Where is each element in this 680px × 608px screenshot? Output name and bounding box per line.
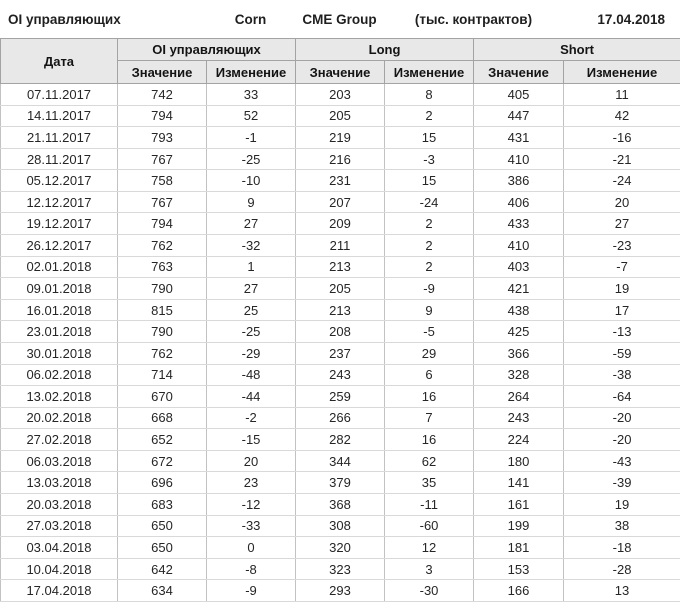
oi-change-cell: -15 [207,429,296,451]
date-cell: 21.11.2017 [1,127,118,149]
long-change-cell: 2 [385,256,474,278]
short-value-cell: 410 [474,235,564,257]
date-cell: 23.01.2018 [1,321,118,343]
long-change-cell: 15 [385,170,474,192]
oi-change-cell: -32 [207,235,296,257]
short-change-cell: -28 [564,558,680,580]
oi-value-cell: 790 [118,321,207,343]
table-row [1,580,680,602]
long-change-cell: 62 [385,450,474,472]
long-change-cell: 2 [385,105,474,127]
table-row [1,148,680,170]
date-cell: 30.01.2018 [1,342,118,364]
long-change-cell: 7 [385,407,474,429]
oi-change-cell: -9 [207,580,296,602]
short-change-cell: -13 [564,321,680,343]
oi-value-cell: 762 [118,342,207,364]
oi-change-cell: -12 [207,493,296,515]
table-row [1,213,680,235]
oi-value-cell: 762 [118,235,207,257]
long-change-cell: -5 [385,321,474,343]
date-cell: 13.03.2018 [1,472,118,494]
oi-change-cell: 27 [207,278,296,300]
column-header-long-value: Значение [296,61,385,84]
column-group-oi: OI управляющих [118,39,296,61]
short-value-cell: 181 [474,537,564,559]
oi-change-cell: -1 [207,127,296,149]
long-value-cell: 266 [296,407,385,429]
long-value-cell: 323 [296,558,385,580]
date-cell: 07.11.2017 [1,84,118,106]
table-row [1,84,680,106]
short-value-cell: 328 [474,364,564,386]
long-value-cell: 379 [296,472,385,494]
short-change-cell: -43 [564,450,680,472]
short-value-cell: 386 [474,170,564,192]
table-row [1,558,680,580]
short-change-cell: -20 [564,429,680,451]
short-change-cell: 27 [564,213,680,235]
short-change-cell: 38 [564,515,680,537]
short-change-cell: 19 [564,493,680,515]
long-change-cell: -3 [385,148,474,170]
oi-change-cell: 33 [207,84,296,106]
oi-value-cell: 794 [118,105,207,127]
column-header-long-change: Изменение [385,61,474,84]
oi-value-cell: 634 [118,580,207,602]
short-change-cell: -24 [564,170,680,192]
table-row [1,450,680,472]
oi-change-cell: -48 [207,364,296,386]
oi-value-cell: 790 [118,278,207,300]
oi-value-cell: 650 [118,537,207,559]
short-change-cell: -16 [564,127,680,149]
long-change-cell: 12 [385,537,474,559]
short-value-cell: 141 [474,472,564,494]
long-change-cell: 29 [385,342,474,364]
instrument-name: Corn [234,11,267,27]
header-group-row [1,39,680,61]
long-value-cell: 368 [296,493,385,515]
oi-value-cell: 758 [118,170,207,192]
long-change-cell: 6 [385,364,474,386]
oi-value-cell: 767 [118,148,207,170]
date-cell: 06.03.2018 [1,450,118,472]
short-change-cell: -38 [564,364,680,386]
oi-value-cell: 650 [118,515,207,537]
units-label: (тыс. контрактов) [414,11,533,27]
long-value-cell: 282 [296,429,385,451]
date-cell: 09.01.2018 [1,278,118,300]
long-value-cell: 320 [296,537,385,559]
short-value-cell: 224 [474,429,564,451]
short-change-cell: 17 [564,299,680,321]
long-value-cell: 293 [296,580,385,602]
oi-change-cell: -2 [207,407,296,429]
column-group-short: Short [474,39,680,61]
oi-change-cell: 20 [207,450,296,472]
short-value-cell: 153 [474,558,564,580]
table-row [1,278,680,300]
date-cell: 03.04.2018 [1,537,118,559]
column-header-oi-change: Изменение [207,61,296,84]
oi-change-cell: 1 [207,256,296,278]
long-value-cell: 213 [296,299,385,321]
long-change-cell: -60 [385,515,474,537]
date-cell: 26.12.2017 [1,235,118,257]
short-value-cell: 180 [474,450,564,472]
long-value-cell: 213 [296,256,385,278]
long-change-cell: 3 [385,558,474,580]
table-body [1,84,680,602]
short-change-cell: -7 [564,256,680,278]
table-row [1,299,680,321]
column-header-date: Дата [1,39,118,84]
oi-value-cell: 793 [118,127,207,149]
long-change-cell: 2 [385,213,474,235]
table-row [1,256,680,278]
short-value-cell: 405 [474,84,564,106]
long-value-cell: 207 [296,191,385,213]
table-row [1,537,680,559]
long-value-cell: 231 [296,170,385,192]
oi-change-cell: -25 [207,148,296,170]
column-group-long: Long [296,39,474,61]
long-change-cell: -11 [385,493,474,515]
column-header-short-value: Значение [474,61,564,84]
short-value-cell: 199 [474,515,564,537]
date-cell: 16.01.2018 [1,299,118,321]
long-value-cell: 216 [296,148,385,170]
date-cell: 02.01.2018 [1,256,118,278]
oi-value-cell: 670 [118,386,207,408]
oi-value-cell: 668 [118,407,207,429]
short-change-cell: 11 [564,84,680,106]
title-bar [0,0,680,38]
date-cell: 20.02.2018 [1,407,118,429]
short-value-cell: 421 [474,278,564,300]
column-header-short-change: Изменение [564,61,680,84]
date-cell: 14.11.2017 [1,105,118,127]
short-value-cell: 433 [474,213,564,235]
table-row [1,515,680,537]
oi-value-cell: 642 [118,558,207,580]
short-change-cell: -21 [564,148,680,170]
oi-change-cell: -33 [207,515,296,537]
long-change-cell: 8 [385,84,474,106]
oi-change-cell: 0 [207,537,296,559]
short-value-cell: 366 [474,342,564,364]
long-change-cell: 16 [385,429,474,451]
oi-change-cell: 9 [207,191,296,213]
oi-value-cell: 672 [118,450,207,472]
long-value-cell: 209 [296,213,385,235]
long-value-cell: 259 [296,386,385,408]
table-header [1,39,680,84]
long-value-cell: 205 [296,278,385,300]
table-row [1,342,680,364]
short-value-cell: 425 [474,321,564,343]
table-row [1,407,680,429]
table-row [1,191,680,213]
date-cell: 12.12.2017 [1,191,118,213]
date-cell: 20.03.2018 [1,493,118,515]
table-row [1,472,680,494]
exchange-name: CME Group [302,11,377,27]
long-value-cell: 308 [296,515,385,537]
short-value-cell: 410 [474,148,564,170]
table-row [1,493,680,515]
short-change-cell: -20 [564,407,680,429]
oi-value-cell: 767 [118,191,207,213]
cot-table [0,38,680,602]
report-date: 17.04.2018 [597,11,665,27]
short-change-cell: -18 [564,537,680,559]
oi-value-cell: 696 [118,472,207,494]
long-change-cell: -9 [385,278,474,300]
oi-change-cell: -44 [207,386,296,408]
long-value-cell: 219 [296,127,385,149]
long-value-cell: 203 [296,84,385,106]
long-value-cell: 208 [296,321,385,343]
oi-change-cell: -10 [207,170,296,192]
table-row [1,170,680,192]
table-row [1,386,680,408]
short-value-cell: 243 [474,407,564,429]
long-change-cell: 35 [385,472,474,494]
oi-change-cell: -25 [207,321,296,343]
short-change-cell: 20 [564,191,680,213]
oi-change-cell: 25 [207,299,296,321]
oi-value-cell: 714 [118,364,207,386]
long-value-cell: 205 [296,105,385,127]
date-cell: 17.04.2018 [1,580,118,602]
short-value-cell: 447 [474,105,564,127]
table-row [1,235,680,257]
column-header-oi-value: Значение [118,61,207,84]
oi-value-cell: 794 [118,213,207,235]
long-value-cell: 243 [296,364,385,386]
long-change-cell: 16 [385,386,474,408]
oi-value-cell: 763 [118,256,207,278]
long-change-cell: -30 [385,580,474,602]
date-cell: 19.12.2017 [1,213,118,235]
oi-value-cell: 652 [118,429,207,451]
oi-change-cell: -8 [207,558,296,580]
date-cell: 10.04.2018 [1,558,118,580]
date-cell: 13.02.2018 [1,386,118,408]
short-change-cell: 19 [564,278,680,300]
oi-change-cell: 52 [207,105,296,127]
report-title: OI управляющих [8,11,121,27]
date-cell: 27.02.2018 [1,429,118,451]
table-row [1,105,680,127]
short-change-cell: -39 [564,472,680,494]
short-change-cell: -64 [564,386,680,408]
date-cell: 06.02.2018 [1,364,118,386]
long-change-cell: -24 [385,191,474,213]
long-change-cell: 15 [385,127,474,149]
oi-value-cell: 742 [118,84,207,106]
table-row [1,127,680,149]
short-change-cell: -23 [564,235,680,257]
short-value-cell: 161 [474,493,564,515]
short-value-cell: 403 [474,256,564,278]
long-value-cell: 237 [296,342,385,364]
long-value-cell: 211 [296,235,385,257]
table-row [1,321,680,343]
short-change-cell: -59 [564,342,680,364]
short-value-cell: 406 [474,191,564,213]
table-row [1,364,680,386]
short-value-cell: 438 [474,299,564,321]
date-cell: 27.03.2018 [1,515,118,537]
short-change-cell: 42 [564,105,680,127]
short-value-cell: 264 [474,386,564,408]
short-change-cell: 13 [564,580,680,602]
oi-value-cell: 683 [118,493,207,515]
long-value-cell: 344 [296,450,385,472]
date-cell: 05.12.2017 [1,170,118,192]
short-value-cell: 166 [474,580,564,602]
short-value-cell: 431 [474,127,564,149]
oi-change-cell: -29 [207,342,296,364]
date-cell: 28.11.2017 [1,148,118,170]
long-change-cell: 2 [385,235,474,257]
table-row [1,429,680,451]
oi-change-cell: 23 [207,472,296,494]
oi-change-cell: 27 [207,213,296,235]
long-change-cell: 9 [385,299,474,321]
oi-value-cell: 815 [118,299,207,321]
